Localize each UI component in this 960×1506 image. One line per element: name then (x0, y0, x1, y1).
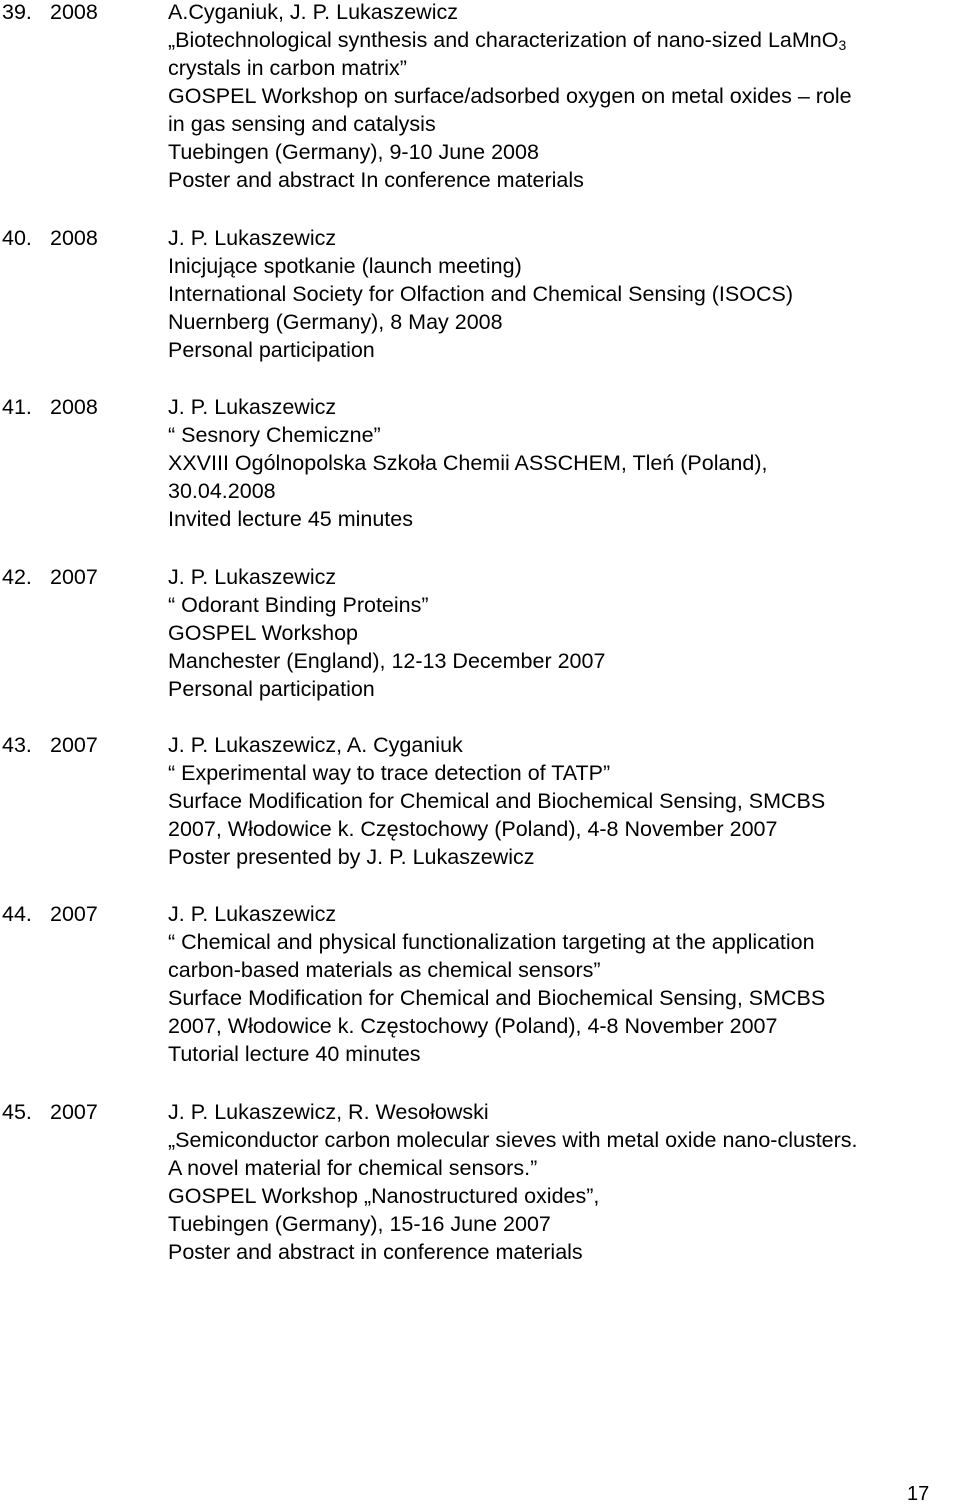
subscript-three: 3 (838, 37, 847, 53)
entry-type: Poster and abstract In conference materials (168, 168, 584, 192)
entry-title: Inicjujące spotkanie (launch meeting) (168, 254, 522, 278)
entry-number: 39. (2, 0, 32, 24)
entry-venue: XXVIII Ogólnopolska Szkoła Chemii ASSCHEM, Tleń (Poland), (168, 451, 768, 475)
entry-location-date: 2007, Włodowice k. Częstochowy (Poland), 4-8 November 2007 (168, 817, 778, 841)
entry-title: “ Experimental way to trace detection of TATP” (168, 761, 611, 785)
entry-number: 41. (2, 395, 32, 419)
entry-authors: A.Cyganiuk, J. P. Lukaszewicz (168, 0, 458, 24)
entry-authors: J. P. Lukaszewicz (168, 565, 337, 589)
entry-title: „Semiconductor carbon molecular sieves with metal oxide nano-clusters. (168, 1128, 858, 1152)
entry-type: Poster presented by J. P. Lukaszewicz (168, 845, 535, 869)
entry-type: Personal participation (168, 338, 375, 362)
entry-year: 2007 (50, 1100, 98, 1124)
entry-year: 2008 (50, 226, 98, 250)
entry-authors: J. P. Lukaszewicz, A. Cyganiuk (168, 733, 463, 757)
entry-title: “ Sesnory Chemiczne” (168, 423, 381, 447)
entry-location-date: Tuebingen (Germany), 9-10 June 2008 (168, 140, 539, 164)
entry-title: A novel material for chemical sensors.” (168, 1156, 538, 1180)
entry-year: 2007 (50, 565, 98, 589)
entry-title-text: „Biotechnological synthesis and characterization of nano-sized LaMnO (168, 28, 839, 52)
entry-year: 2008 (50, 0, 98, 24)
entry-year: 2008 (50, 395, 98, 419)
entry-type: Personal participation (168, 677, 375, 701)
entry-venue: GOSPEL Workshop on surface/adsorbed oxygen on metal oxides – role (168, 84, 852, 108)
entry-venue: Surface Modification for Chemical and Biochemical Sensing, SMCBS (168, 789, 826, 813)
entry-number: 44. (2, 902, 32, 926)
entry-venue: in gas sensing and catalysis (168, 112, 436, 136)
entry-authors: J. P. Lukaszewicz (168, 395, 337, 419)
entry-location-date: Nuernberg (Germany), 8 May 2008 (168, 310, 503, 334)
entry-year: 2007 (50, 902, 98, 926)
entry-date: 30.04.2008 (168, 479, 276, 503)
entry-number: 45. (2, 1100, 32, 1124)
entry-type: Poster and abstract in conference materials (168, 1240, 583, 1264)
entry-authors: J. P. Lukaszewicz (168, 226, 337, 250)
entry-number: 40. (2, 226, 32, 250)
entry-type: Tutorial lecture 40 minutes (168, 1042, 421, 1066)
entry-number: 43. (2, 733, 32, 757)
entry-year: 2007 (50, 733, 98, 757)
entry-title-line: crystals in carbon matrix” (168, 56, 407, 80)
entry-title: “ Chemical and physical functionalization targeting at the application (168, 930, 815, 954)
entry-venue: GOSPEL Workshop „Nanostructured oxides”, (168, 1184, 600, 1208)
entry-title: “ Odorant Binding Proteins” (168, 593, 429, 617)
entry-location-date: Tuebingen (Germany), 15-16 June 2007 (168, 1212, 551, 1236)
entry-venue: GOSPEL Workshop (168, 621, 358, 645)
entry-title-line (168, 26, 846, 54)
entry-location-date: Manchester (England), 12-13 December 2007 (168, 649, 606, 673)
entry-location-date: 2007, Włodowice k. Częstochowy (Poland), 4-8 November 2007 (168, 1014, 778, 1038)
entry-number: 42. (2, 565, 32, 589)
entry-type: Invited lecture 45 minutes (168, 507, 413, 531)
page-number: 17 (907, 1483, 930, 1505)
entry-venue: Surface Modification for Chemical and Biochemical Sensing, SMCBS (168, 986, 826, 1010)
entry-venue: International Society for Olfaction and Chemical Sensing (ISOCS) (168, 282, 793, 306)
entry-title: carbon-based materials as chemical sensors” (168, 958, 601, 982)
entry-authors: J. P. Lukaszewicz (168, 902, 337, 926)
entry-authors: J. P. Lukaszewicz, R. Wesołowski (168, 1100, 489, 1124)
